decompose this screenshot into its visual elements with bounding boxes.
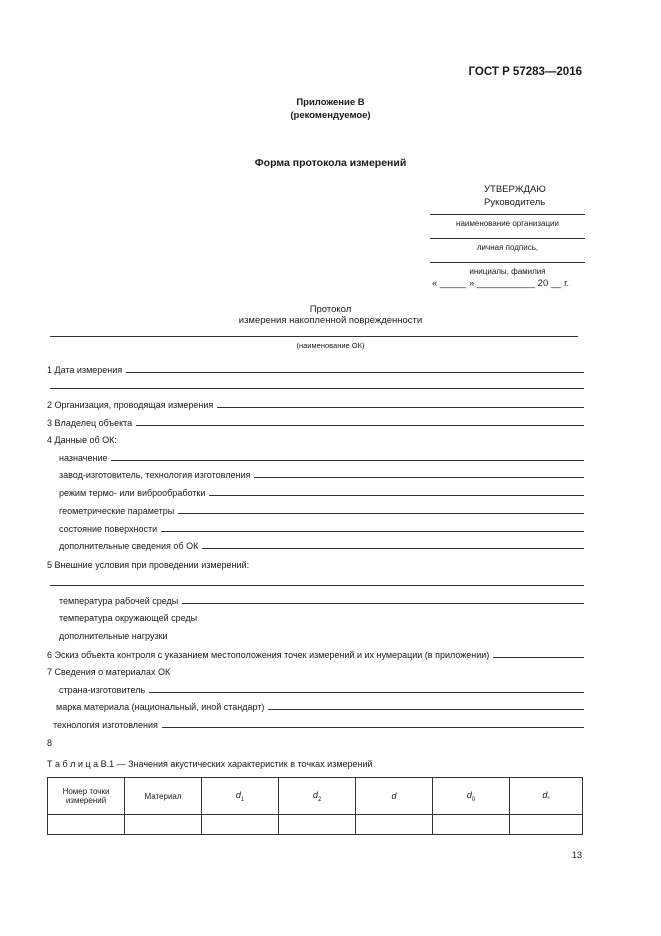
section-object-data: 4 Данные об ОК:	[47, 435, 117, 445]
protocol-title: Протокол	[309, 304, 352, 315]
field-sketch[interactable]	[47, 650, 584, 660]
field-treatment-mode[interactable]	[59, 488, 584, 498]
header-d2: $d_2$	[279, 778, 356, 815]
field-material-grade[interactable]	[56, 702, 584, 712]
field-additional-info[interactable]	[59, 541, 584, 551]
field-label: марка материала (национальный, иной стандарт)	[56, 702, 265, 712]
field-label: состояние поверхности	[59, 524, 158, 534]
table-caption: Т а б л и ц а В.1 — Значения акустических характеристик в точках измерений	[47, 759, 373, 769]
object-caption: (наименование ОК)	[296, 341, 365, 350]
field-label: завод-изготовитель, технология изготовления	[59, 470, 251, 480]
field-surface[interactable]	[59, 524, 584, 534]
table-cell[interactable]	[202, 815, 279, 835]
field-label: 6 Эскиз объекта контроля с указанием местоположения точек измерений и их нумерации (в приложении)	[47, 650, 490, 660]
form-title: Форма протокола измерений	[254, 157, 407, 169]
field-label: 3 Владелец объекта	[47, 418, 133, 428]
field-manufacturer[interactable]	[59, 470, 584, 480]
field-label: дополнительные сведения об ОК	[59, 541, 199, 551]
table-row	[48, 815, 583, 835]
field-owner[interactable]	[47, 418, 584, 428]
table-cell[interactable]	[279, 815, 356, 835]
field-label: температура рабочей среды	[59, 596, 179, 606]
ambient-temp-label: температура окружающей среды	[59, 613, 198, 623]
field-label: технология изготовления	[53, 720, 158, 730]
name-line	[430, 262, 585, 263]
field-label: режим термо- или виброобработки	[59, 488, 206, 498]
extra-loads-label: дополнительные нагрузки	[59, 631, 168, 641]
section-8: 8	[47, 738, 53, 748]
header-d1: $d_1$	[202, 778, 279, 815]
header-material: Материал	[125, 778, 202, 815]
protocol-subtitle: измерения накопленной поврежденности	[238, 315, 423, 326]
field-country[interactable]	[59, 685, 584, 695]
section-conditions: 5 Внешние условия при проведении измерений:	[47, 560, 250, 570]
header-d0: $d_0$	[433, 778, 510, 815]
field-label: страна-изготовитель	[59, 685, 146, 695]
table-cell[interactable]	[433, 815, 510, 835]
table-header-row	[48, 778, 583, 815]
appendix-title: Приложение В	[296, 97, 365, 108]
appendix-subtitle: (рекомендуемое)	[290, 110, 371, 121]
blank-line	[50, 388, 584, 389]
acoustic-table	[47, 777, 583, 835]
field-work-temp[interactable]	[59, 596, 584, 606]
field-purpose[interactable]	[59, 453, 584, 463]
object-name-line	[50, 336, 578, 337]
field-geometry[interactable]	[59, 506, 584, 516]
field-label: 1 Дата измерения	[47, 365, 123, 375]
approve-label: УТВЕРЖДАЮ	[484, 184, 546, 195]
name-caption: инициалы, фамилия	[469, 267, 546, 276]
table-cell[interactable]	[125, 815, 202, 835]
document-header: ГОСТ Р 57283—2016	[468, 66, 582, 78]
table-cell[interactable]	[48, 815, 125, 835]
field-organization[interactable]	[47, 400, 584, 410]
signature-caption: личная подпись,	[476, 243, 539, 252]
approval-date: « _____ » ___________ 20 __ г.	[432, 278, 570, 289]
header-d: d	[356, 778, 433, 815]
field-label: геометрические параметры	[59, 506, 175, 516]
header-point-number: Номер точки измерений	[48, 778, 125, 815]
section-materials: 7 Сведения о материалах ОК	[47, 667, 171, 677]
header-d-star: $d_*$	[510, 778, 583, 815]
table-cell[interactable]	[510, 815, 583, 835]
field-technology[interactable]	[53, 720, 584, 730]
org-caption: наименование организации	[456, 219, 559, 228]
field-measurement-date[interactable]	[47, 365, 584, 375]
field-label: 2 Организация, проводящая измерения	[47, 400, 214, 410]
field-label: назначение	[59, 453, 108, 463]
approver-role: Руководитель	[484, 197, 546, 208]
blank-line	[50, 585, 584, 586]
page-number: 13	[571, 850, 582, 860]
table-cell[interactable]	[356, 815, 433, 835]
signature-line	[430, 238, 585, 239]
org-line	[430, 214, 585, 215]
